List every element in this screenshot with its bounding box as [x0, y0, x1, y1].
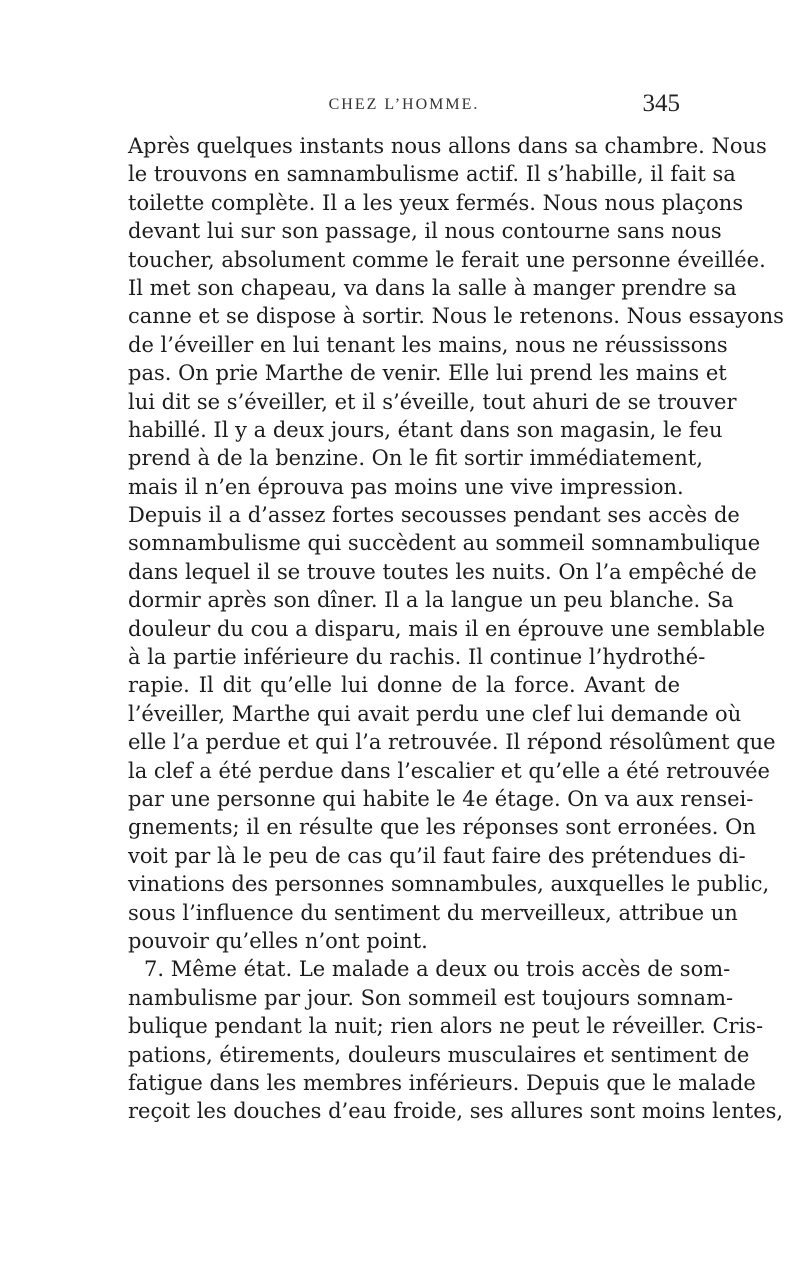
- text-line: reçoit les douches d’eau froide, ses allures sont moins lentes,: [128, 1099, 784, 1124]
- text-line: de l’éveiller en lui tenant les mains, nous ne réussissons: [128, 332, 728, 357]
- body-text: [128, 132, 784, 1126]
- text-line: la clef a été perdue dans l’escalier et qu’elle a été retrouvée: [128, 758, 770, 783]
- running-title: CHEZ L’HOMME.: [328, 96, 480, 113]
- text-line: douleur du cou a disparu, mais il en éprouve une semblable: [128, 616, 766, 641]
- text-line: vinations des personnes somnambules, auxquelles le public,: [128, 872, 770, 897]
- text-line: fatigue dans les membres inférieurs. Depuis que le malade: [128, 1070, 756, 1095]
- text-line: à la partie inférieure du rachis. Il continue l’hydrothé-: [128, 645, 706, 670]
- text-line: rapie. Il dit qu’elle lui donne de la force. Avant de: [128, 673, 680, 698]
- text-line: bulique pendant la nuit; rien alors ne peut le réveiller. Cris-: [128, 1014, 764, 1039]
- text-line: prend à de la benzine. On le fit sortir immédiatement,: [128, 446, 703, 471]
- text-line: l’éveiller, Marthe qui avait perdu une clef lui demande où: [128, 701, 742, 726]
- text-line: elle l’a perdue et qui l’a retrouvée. Il répond résolûment que: [128, 730, 776, 755]
- text-line: canne et se dispose à sortir. Nous le retenons. Nous essayons: [128, 304, 784, 329]
- text-line: pouvoir qu’elles n’ont point.: [128, 928, 428, 953]
- text-line: nambulisme par jour. Son sommeil est toujours somnam-: [128, 985, 734, 1010]
- text-line: lui dit se s’éveiller, et il s’éveille, tout ahuri de se trouver: [128, 389, 737, 414]
- text-line: par une personne qui habite le 4e étage. On va aux rensei-: [128, 786, 754, 811]
- text-line: dormir après son dîner. Il a la langue un peu blanche. Sa: [128, 588, 734, 613]
- text-line: dans lequel il se trouve toutes les nuits. On l’a empêché de: [128, 559, 757, 584]
- text-line: Depuis il a d’assez fortes secousses pendant ses accès de: [128, 503, 740, 528]
- text-line: devant lui sur son passage, il nous contourne sans nous: [128, 219, 722, 244]
- text-line: somnambulisme qui succèdent au sommeil somnambulique: [128, 531, 761, 556]
- text-line: mais il n’en éprouva pas moins une vive impression.: [128, 474, 684, 499]
- text-line: Après quelques instants nous allons dans sa chambre. Nous: [128, 134, 767, 158]
- text-line: pations, étirements, douleurs musculaires et sentiment de: [128, 1042, 750, 1067]
- page-number: 345: [642, 90, 680, 117]
- text-line: voit par là le peu de cas qu’il faut faire des prétendues di-: [128, 843, 746, 868]
- text-line: gnements; il en résulte que les réponses sont erronées. On: [128, 815, 756, 840]
- text-line: toucher, absolument comme le ferait une personne éveillée.: [128, 247, 766, 272]
- text-line: 7. Même état. Le malade a deux ou trois accès de som-: [144, 957, 731, 982]
- text-line: habillé. Il y a deux jours, étant dans son magasin, le feu: [128, 417, 723, 442]
- text-line: sous l’influence du sentiment du merveilleux, attribue un: [128, 900, 738, 925]
- text-line: Il met son chapeau, va dans la salle à manger prendre sa: [128, 275, 737, 300]
- text-line: toilette complète. Il a les yeux fermés. Nous nous plaçons: [128, 190, 744, 215]
- running-header: [128, 90, 680, 126]
- text-line: le trouvons en samnambulisme actif. Il s’habille, il fait sa: [128, 162, 736, 187]
- text-line: pas. On prie Marthe de venir. Elle lui prend les mains et: [128, 361, 727, 386]
